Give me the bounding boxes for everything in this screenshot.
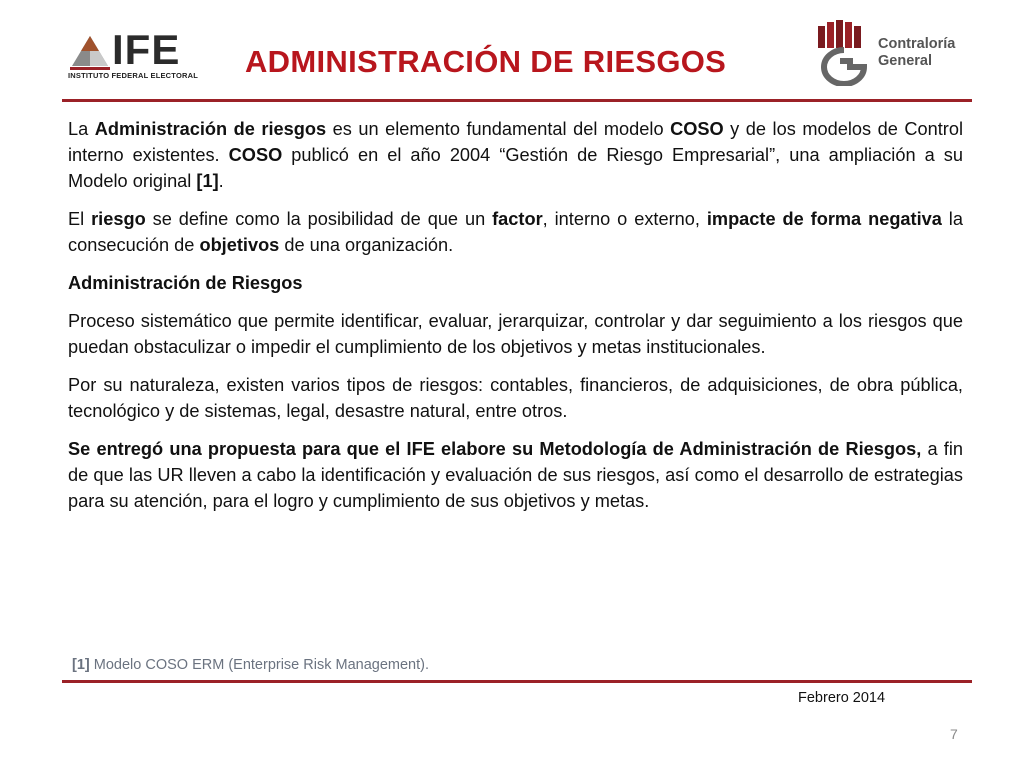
text-run: a fin de que las UR lleven a cabo la identificación y evaluación de sus riesgos, así como el desarrollo de estrategias para su atención, para el logro y cumplimiento de sus objetivos y metas. <box>68 439 964 511</box>
bold-run: riesgo <box>91 209 146 229</box>
paragraph-riesgo-definition <box>68 206 963 258</box>
bold-run: factor <box>492 209 543 229</box>
page-number: 7 <box>950 726 958 742</box>
text-run: , interno o externo, <box>542 209 707 229</box>
text-run: es un elemento fundamental del modelo <box>326 119 671 139</box>
contraloria-general-logo <box>812 20 962 86</box>
text-run: publicó en el año 2004 “Gestión de Riesgo Empresarial”, una ampliación a su Modelo original <box>68 145 963 191</box>
text-run: La <box>68 119 95 139</box>
page-title: ADMINISTRACIÓN DE RIESGOS <box>245 44 727 79</box>
bold-run: COSO <box>228 145 283 165</box>
ife-logo-subtitle: INSTITUTO FEDERAL ELECTORAL <box>68 71 198 80</box>
header-divider <box>62 99 972 102</box>
text-run: y de los modelos de Control interno existentes. <box>68 119 963 165</box>
contraloria-logo-line2: General <box>878 53 932 69</box>
footnote-text: Modelo COSO ERM (Enterprise Risk Management). <box>89 657 429 673</box>
footnote-ref: [1] <box>72 657 90 673</box>
ife-pyramid-icon <box>68 32 112 72</box>
ife-logo-name: IFE <box>112 26 181 73</box>
text-run: se define como la posibilidad de que un <box>145 209 493 229</box>
bold-run: COSO <box>670 119 724 139</box>
text-run: El <box>68 209 92 229</box>
section-heading: Administración de Riesgos <box>68 273 303 293</box>
text-run: la consecución de <box>68 209 963 255</box>
contraloria-logo-text <box>878 36 955 70</box>
paragraph-process-definition: Proceso sistemático que permite identificar, evaluar, jerarquizar, controlar y dar seguimiento a los riesgos que puedan obstaculizar o impedir el cumplimiento de los objetivos y metas institucionales. <box>68 311 963 357</box>
slide-date: Febrero 2014 <box>798 690 886 706</box>
footnote-reference: [1] <box>196 171 219 191</box>
footnote <box>72 657 429 673</box>
slide-body <box>68 116 963 526</box>
paragraph-proposal <box>68 436 963 514</box>
bold-run: Se entregó una propuesta para que el IFE elabore su Metodología de Administración de Riesgos, <box>68 439 922 459</box>
text-run: . <box>218 171 224 191</box>
bold-run: Administración de riesgos <box>94 119 327 139</box>
ife-logo <box>68 26 210 82</box>
paragraph-risk-types: Por su naturaleza, existen varios tipos de riesgos: contables, financieros, de adquisiciones, de obra pública, tecnológico y de sistemas, legal, desastre natural, entre otros. <box>68 375 963 421</box>
contraloria-logo-line1: Contraloría <box>878 36 956 52</box>
paragraph-coso <box>68 116 963 194</box>
text-run: de una organización. <box>279 235 454 255</box>
contraloria-emblem-icon <box>812 20 876 86</box>
footer-divider <box>62 680 972 683</box>
bold-run: objetivos <box>199 235 280 255</box>
bold-run: impacte de forma negativa <box>706 209 942 229</box>
